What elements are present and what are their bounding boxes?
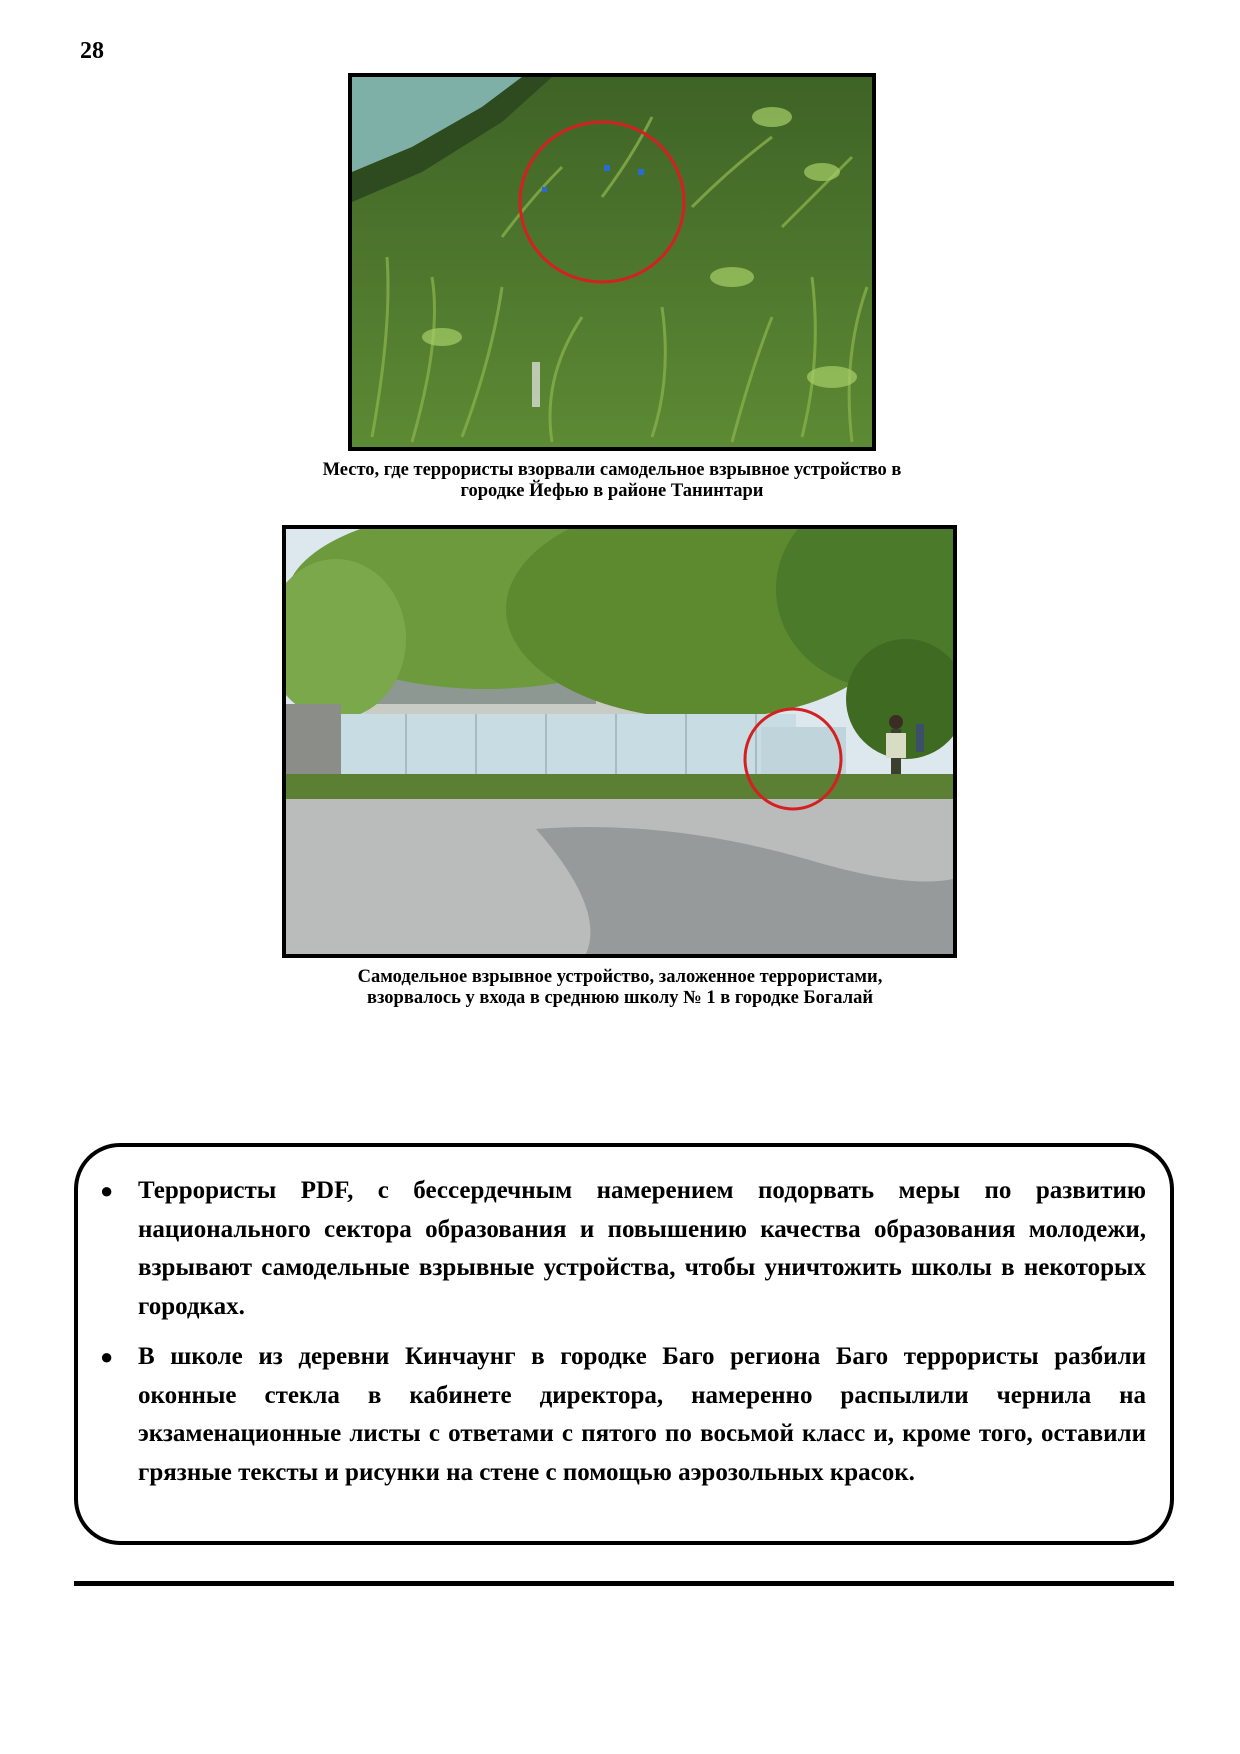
photo2-caption-line1: Самодельное взрывное устройство, заложенное террористами, [357,967,883,987]
bullet-dot-icon: ● [100,1344,114,1369]
photo1-caption-line2: городке Йефью в районе Танинтари [460,481,764,501]
bullet-list [78,1172,1170,1504]
summary-box [74,1143,1174,1545]
page-number: 28 [80,38,104,64]
blast-site-photo [348,73,876,451]
photo2-caption [240,967,1000,1009]
bullet-text: В школе из деревни Кинчаунг в городке Баго региона Баго террористы разбили оконные стекла в кабинете директора, намеренно распылили чернила на экзаменационные листы с ответами с пятого по восьмой класс и, кроме того, оставили грязные тексты и рисунки на стене с помощью аэрозольных красок. [138,1343,1146,1486]
photo1-caption-line1: Место, где террористы взорвали самодельное взрывное устройство в [322,460,902,480]
grass-blast-site-photo-icon [352,77,872,447]
school-fence-photo-icon [286,529,953,954]
bullet-text: Террористы PDF, с бессердечным намерением подорвать меры по развитию национального сектора образования и повышению качества образования молодежи, взрывают самодельные взрывные устройства, чтобы уничтожить школы в некоторых городках. [138,1177,1146,1320]
school-fence-photo [282,525,957,958]
photo2-caption-line2: взорвалось у входа в среднюю школу № 1 в городке Богалай [366,988,874,1008]
photo1-caption [240,460,984,502]
bullet-item [78,1172,1170,1326]
horizontal-rule [74,1581,1174,1586]
bullet-item [78,1338,1170,1492]
bullet-dot-icon: ● [100,1178,114,1203]
